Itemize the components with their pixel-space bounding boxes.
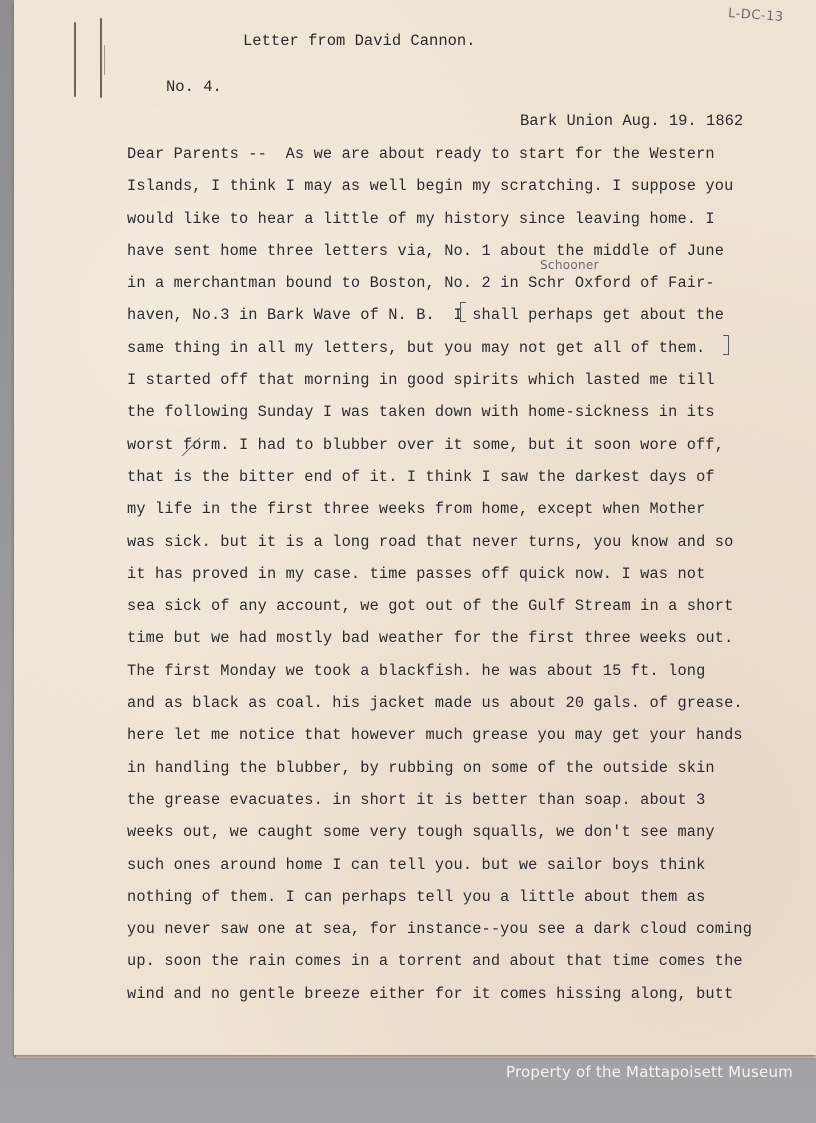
letter-line: the grease evacuates. in short it is better than soap. about 3 [127, 790, 706, 809]
binding-mark [100, 18, 102, 98]
letter-line: Islands, I think I may as well begin my scratching. I suppose you [127, 177, 734, 196]
letter-line: the following Sunday I was taken down with home-sickness in its [127, 403, 715, 422]
letter-line: that is the bitter end of it. I think I saw the darkest days of [127, 467, 715, 486]
letter-line: in handling the blubber, by rubbing on some of the outside skin [127, 758, 715, 777]
letter-line: Dear Parents -- As we are about ready to start for the Western [127, 145, 715, 163]
letter-line: time but we had mostly bad weather for the first three weeks out. [127, 629, 734, 648]
letter-line: weeks out, we caught some very tough squalls, we don't see many [127, 823, 715, 842]
letter-line: same thing in all my letters, but you may not get all of them. [127, 338, 706, 357]
letter-line: worst form. I had to blubber over it some, but it soon wore off, [127, 435, 725, 454]
document-id-handwritten: L-DC-13 [727, 6, 784, 25]
letter-line: haven, No.3 in Bark Wave of N. B. I shall perhaps get about the [127, 306, 725, 325]
letter-number: No. 4. [166, 78, 222, 96]
letter-line: was sick. but it is a long road that never turns, you know and so [127, 532, 734, 551]
binding-mark [104, 45, 105, 75]
letter-line: I started off that morning in good spirits which lasted me till [127, 371, 715, 390]
letter-line: wind and no gentle breeze either for it comes hissing along, butt [127, 984, 734, 1003]
letter-line: here let me notice that however much grease you may get your hands [127, 726, 743, 745]
letter-line: it has proved in my case. time passes off quick now. I was not [127, 564, 706, 583]
museum-watermark: Property of the Mattapoisett Museum [506, 1063, 793, 1081]
letter-line: such ones around home I can tell you. but we sailor boys think [127, 855, 706, 874]
letter-body [127, 143, 787, 1015]
letter-dateline: Bark Union Aug. 19. 1862 [520, 112, 744, 130]
pencil-correction-mark [180, 436, 202, 458]
letter-line: nothing of them. I can perhaps tell you a little about them as [127, 887, 706, 906]
letter-line: sea sick of any account, we got out of the Gulf Stream in a short [127, 597, 734, 616]
letter-line: my life in the first three weeks from home, except when Mother [127, 500, 706, 519]
letter-line: up. soon the rain comes in a torrent and about that time comes the [127, 952, 743, 971]
letter-line: The first Monday we took a blackfish. he was about 15 ft. long [127, 661, 706, 680]
bracket-open-mark [460, 302, 466, 322]
letter-line: have sent home three letters via, No. 1 about the middle of June [127, 241, 725, 260]
letter-line: and as black as coal. his jacket made us about 20 gals. of grease. [127, 694, 743, 713]
letter-line: you never saw one at sea, for instance--you see a dark cloud coming [127, 920, 753, 939]
letter-line: in a merchantman bound to Boston, No. 2 in Schr Oxford of Fair- [127, 274, 715, 293]
letter-title: Letter from David Cannon. [243, 32, 476, 50]
letter-line: would like to hear a little of my history since leaving home. I [127, 209, 715, 228]
bracket-close-mark [723, 335, 729, 355]
binding-mark [74, 22, 76, 97]
handwritten-annotation: Schooner [540, 258, 599, 272]
